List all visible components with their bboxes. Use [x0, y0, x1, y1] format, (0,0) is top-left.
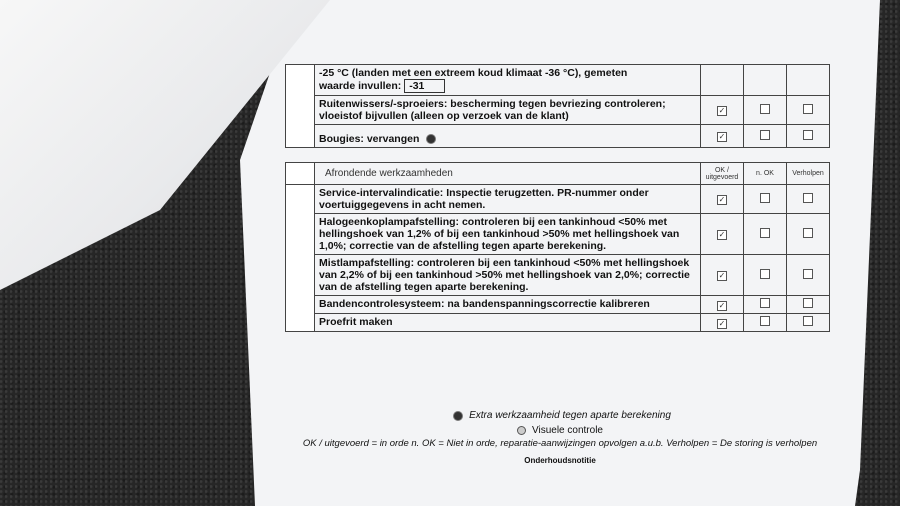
- extra-work-dot-icon: [426, 134, 436, 144]
- row-label: Halogeenkoplampafstelling: controleren bij een tankinhoud <50% met hellingshoek van 1,2% of bij een tankinhoud >50% met hellingshoek van 1,0%; correctie van de afstelling tegen aparte berekening.: [315, 214, 701, 255]
- table-row: [286, 125, 830, 148]
- row-label: Mistlampafstelling: controleren bij een tankinhoud <50% met hellingshoek van 2,2% of bij een tankinhoud >50% met hellingshoek van 2,0%; correctie van de afstelling tegen aparte berekening.: [315, 255, 701, 296]
- fixed-cell: [787, 65, 830, 96]
- table-top: [285, 64, 830, 148]
- legend: [295, 410, 825, 465]
- ok-checkbox[interactable]: ✓: [718, 271, 726, 280]
- table-row: [286, 65, 830, 96]
- ok-checkbox[interactable]: ✓: [718, 318, 726, 328]
- ok-checkbox[interactable]: ✓: [718, 195, 726, 204]
- row-label: [315, 65, 701, 96]
- visual-check-dot-icon: [517, 426, 526, 435]
- ok-checkbox[interactable]: ✓: [718, 300, 726, 310]
- table-row: [286, 96, 830, 125]
- col-nok-header: n. OK: [744, 163, 787, 185]
- ok-checkbox[interactable]: ✓: [718, 230, 726, 239]
- nok-checkbox[interactable]: [760, 193, 770, 203]
- table-row: [286, 314, 830, 332]
- fixed-checkbox[interactable]: [803, 193, 813, 203]
- maintenance-note-title: Onderhoudsnotitie: [524, 456, 596, 465]
- fixed-checkbox[interactable]: [803, 269, 813, 279]
- row-marker: [286, 185, 315, 332]
- row-text: -25 °C (landen met een extreem koud klimaat -36 °C), gemeten: [319, 67, 628, 79]
- legend-extra-text: Extra werkzaamheid tegen aparte berekening: [469, 410, 671, 421]
- row-label: Bandencontrolesysteem: na bandenspanningscorrectie kalibreren: [315, 296, 701, 314]
- measured-value[interactable]: -31: [404, 79, 445, 93]
- fixed-checkbox[interactable]: [803, 298, 813, 308]
- section-title: Afrondende werkzaamheden: [315, 163, 701, 185]
- fixed-checkbox[interactable]: [803, 130, 813, 140]
- legend-explanation: OK / uitgevoerd = in orde n. OK = Niet in orde, reparatie-aanwijzingen opvolgen a.u.b. Verholpen = De storing is verholpen: [302, 438, 818, 449]
- col-fixed-header: Verholpen: [787, 163, 830, 185]
- fixed-checkbox[interactable]: [803, 104, 813, 114]
- col-ok-header: OK / uitgevoerd: [701, 163, 744, 185]
- nok-cell: [744, 65, 787, 96]
- row-marker: [286, 65, 315, 148]
- row-text: Ruitenwissers/-sproeiers: bescherming tegen bevriezing controleren;: [319, 98, 666, 110]
- table-finishing: [285, 162, 830, 332]
- row-text: vloeistof bijvullen (alleen op verzoek van de klant): [319, 110, 569, 122]
- nok-checkbox[interactable]: [760, 228, 770, 238]
- ok-checkbox[interactable]: ✓: [718, 106, 726, 115]
- nok-checkbox[interactable]: [760, 130, 770, 140]
- nok-checkbox[interactable]: [760, 104, 770, 114]
- table-row: [286, 296, 830, 314]
- ok-checkbox[interactable]: ✓: [718, 132, 726, 141]
- table-row: [286, 255, 830, 296]
- checklist-document: [285, 64, 830, 332]
- fixed-checkbox[interactable]: [803, 316, 813, 326]
- ok-cell: [701, 65, 744, 96]
- row-label: [315, 96, 701, 125]
- nok-checkbox[interactable]: [760, 298, 770, 308]
- legend-visual-text: Visuele controle: [532, 425, 603, 436]
- nok-checkbox[interactable]: [760, 269, 770, 279]
- row-text: waarde invullen:: [319, 80, 402, 92]
- nok-checkbox[interactable]: [760, 316, 770, 326]
- legend-extra: [295, 410, 825, 421]
- fixed-checkbox[interactable]: [803, 228, 813, 238]
- row-label: [315, 125, 701, 148]
- row-label: Proefrit maken: [315, 314, 701, 332]
- row-label: Service-intervalindicatie: Inspectie terugzetten. PR-nummer onder voertuiggegevens in acht nemen.: [315, 185, 701, 214]
- table-row: [286, 214, 830, 255]
- row-text: Bougies: vervangen: [319, 133, 420, 145]
- legend-visual: [295, 425, 825, 436]
- table-header: [286, 163, 830, 185]
- table-row: [286, 185, 830, 214]
- extra-work-dot-icon: [453, 411, 463, 421]
